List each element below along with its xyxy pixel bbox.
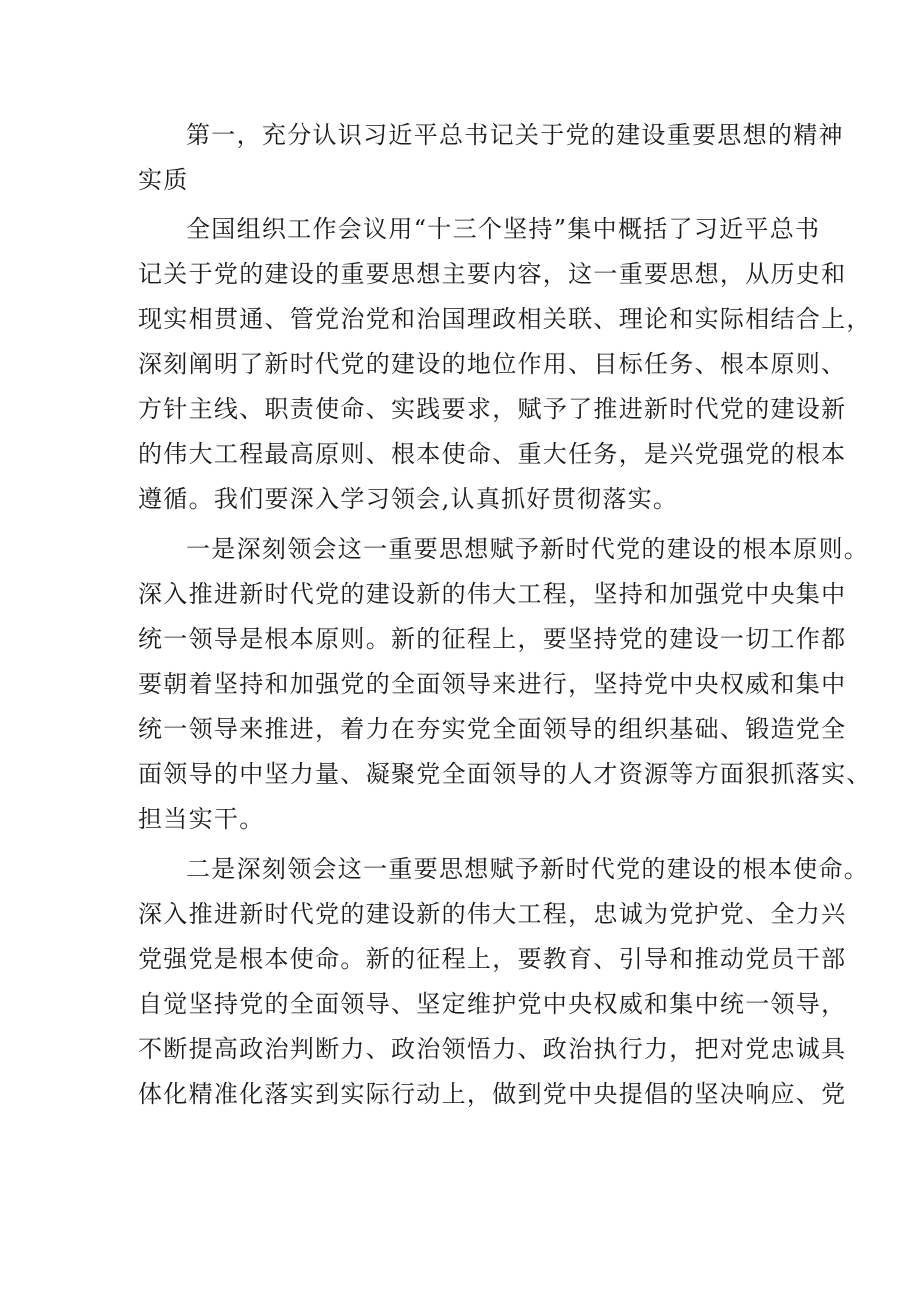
paragraph-line: 深入推进新时代党的建设新的伟大工程，忠诚为党护党、全力兴 — [138, 900, 847, 928]
paragraph-line: 二是深刻领会这一重要思想赋予新时代党的建设的根本使命。 — [186, 855, 870, 883]
paragraph-line: 要朝着坚持和加强党的全面领导来进行，坚持党中央权威和集中 — [138, 670, 847, 698]
section-heading-line: 实质 — [138, 166, 189, 194]
paragraph-line: 方针主线、职责使命、实践要求，赋予了推进新时代党的建设新 — [138, 395, 847, 423]
paragraph-line: 记关于党的建设的重要思想主要内容，这一重要思想，从历史和 — [138, 260, 847, 288]
section-heading-line: 第一，充分认识习近平总书记关于党的建设重要思想的精神 — [186, 121, 844, 149]
paragraph-line: 全国组织工作会议用“十三个坚持”集中概括了习近平总书 — [186, 215, 821, 243]
paragraph-line: 深刻阐明了新时代党的建设的地位作用、目标任务、根本原则、 — [138, 350, 847, 378]
paragraph-line: 一是深刻领会这一重要思想赋予新时代党的建设的根本原则。 — [186, 535, 870, 563]
paragraph-line: 遵循。我们要深入学习领会,认真抓好贯彻落实。 — [138, 485, 679, 513]
paragraph-line: 面领导的中坚力量、凝聚党全面领导的人才资源等方面狠抓落实、 — [138, 760, 872, 788]
paragraph-line: 现实相贯通、管党治党和治国理政相关联、理论和实际相结合上， — [138, 305, 872, 333]
paragraph-line: 自觉坚持党的全面领导、坚定维护党中央权威和集中统一领导， — [138, 990, 847, 1018]
paragraph-line: 担当实干。 — [138, 805, 265, 833]
paragraph-line: 的伟大工程最高原则、根本使命、重大任务，是兴党强党的根本 — [138, 440, 847, 468]
paragraph-line: 统一领导来推进，着力在夯实党全面领导的组织基础、锻造党全 — [138, 715, 847, 743]
paragraph-line: 统一领导是根本原则。新的征程上，要坚持党的建设一切工作都 — [138, 625, 847, 653]
paragraph-line: 党强党是根本使命。新的征程上，要教育、引导和推动党员干部 — [138, 945, 847, 973]
paragraph-line: 深入推进新时代党的建设新的伟大工程，坚持和加强党中央集中 — [138, 580, 847, 608]
paragraph-line: 不断提高政治判断力、政治领悟力、政治执行力，把对党忠诚具 — [138, 1035, 847, 1063]
paragraph-line: 体化精准化落实到实际行动上，做到党中央提倡的坚决响应、党 — [138, 1080, 847, 1108]
